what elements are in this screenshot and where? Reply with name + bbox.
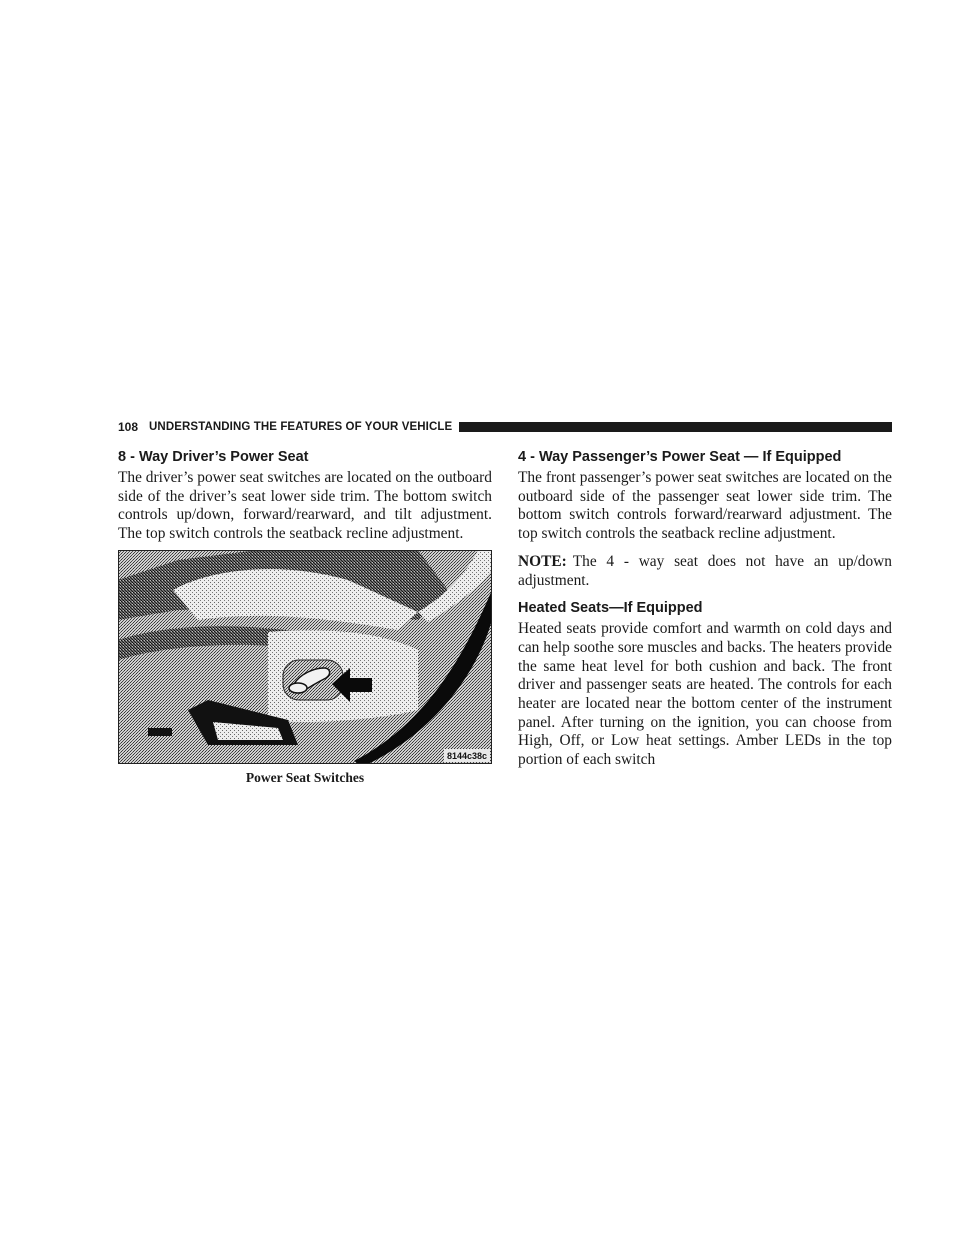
right-column: [518, 448, 892, 770]
page-number: 108: [118, 420, 139, 434]
heading-driver-power-seat: 8 - Way Driver’s Power Seat: [118, 449, 309, 465]
paragraph-passenger-power-seat: The front passenger’s power seat switches are located on the outboard side of the passenger seat lower side trim. The bottom switch controls forward/rearward adjustment. The top switch controls the seatback recline adjustment.: [518, 469, 892, 543]
note-label: NOTE:: [518, 552, 567, 570]
header-rule: [459, 422, 892, 432]
section-title: UNDERSTANDING THE FEATURES OF YOUR VEHICLE: [149, 421, 453, 433]
left-column: [118, 448, 492, 786]
figure-power-seat-switches: [118, 550, 492, 786]
running-header: [118, 419, 892, 435]
figure-code: 8144c38c: [446, 750, 488, 761]
heading-passenger-power-seat: 4 - Way Passenger’s Power Seat — If Equipped: [518, 449, 842, 465]
paragraph-heated-seats: Heated seats provide comfort and warmth on cold days and can help soothe sore muscles and backs. The heaters provide the same heat level for both cushion and back. The front driver and passenger seats are heated. The controls for each heater are located near the bottom center of the instrument panel. After turning on the ignition, you can choose from High, Off, or Low heat settings. Amber LEDs in the top portion of each switch: [518, 620, 892, 769]
paragraph-driver-power-seat: The driver’s power seat switches are located on the outboard side of the driver’s seat lower side trim. The bottom switch controls up/down, forward/rearward, and tilt adjustment. The top switch controls the seatback recline adjustment.: [118, 469, 492, 543]
note-paragraph: [518, 553, 892, 590]
figure-caption: Power Seat Switches: [245, 769, 365, 785]
power-seat-photo: [118, 550, 492, 764]
heading-heated-seats: Heated Seats—If Equipped: [518, 600, 703, 617]
note-text: The 4 - way seat does not have an up/down adjustment.: [518, 552, 892, 589]
